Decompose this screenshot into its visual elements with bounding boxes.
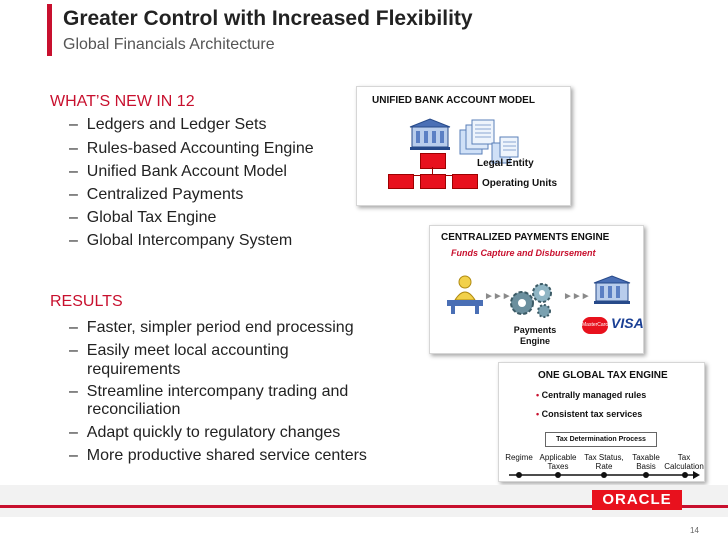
list-item: – Streamline intercompany trading and [69, 383, 349, 400]
tax-bullet: • Consistent tax services [536, 409, 643, 419]
list-item-continuation: reconciliation [87, 401, 181, 418]
list-item: – Faster, simpler period end processing [69, 319, 354, 336]
list-item: – Centralized Payments [69, 186, 244, 203]
slide-subtitle: Global Financials Architecture [63, 36, 275, 53]
results-heading: RESULTS [50, 293, 123, 310]
page-number: 14 [690, 526, 699, 535]
list-item: – Easily meet local accounting [69, 342, 289, 359]
tax-step-label: Taxable Basis [632, 453, 660, 471]
operating-unit-box [420, 174, 446, 189]
list-item: – Unified Bank Account Model [69, 163, 287, 180]
oracle-logo: ORACLE [592, 490, 682, 510]
tax-panel-title: ONE GLOBAL TAX ENGINE [538, 370, 668, 381]
payments-panel-subtitle: Funds Capture and Disbursement [451, 248, 596, 258]
flow-arrow-icon: ►►► [484, 291, 511, 302]
payments-engine-label: Payments Engine [513, 325, 557, 346]
tax-step-label: Tax Status, Rate [584, 453, 624, 471]
mastercard-logo: MasterCard [582, 317, 608, 334]
legal-entity-label: Legal Entity [477, 158, 534, 169]
list-item: – More productive shared service centers [69, 447, 367, 464]
tax-process-timeline [505, 470, 701, 480]
visa-logo: VISA [611, 315, 644, 331]
bank-panel-title: UNIFIED BANK ACCOUNT MODEL [372, 95, 535, 106]
title-accent-bar [47, 4, 52, 56]
operating-unit-box [452, 174, 478, 189]
list-item: – Global Tax Engine [69, 209, 217, 226]
operating-unit-box [388, 174, 414, 189]
payments-panel-title: CENTRALIZED PAYMENTS ENGINE [441, 232, 610, 243]
user-at-desk-icon [445, 274, 485, 316]
tax-bullet: • Centrally managed rules [536, 390, 647, 400]
legal-entity-box [420, 153, 446, 169]
bank-building-icon [592, 274, 632, 306]
tax-step-label: Tax Calculation [664, 453, 704, 471]
list-item: – Adapt quickly to regulatory changes [69, 424, 341, 441]
tax-step-label: Applicable Taxes [539, 453, 577, 471]
tax-step-label: Regime [505, 453, 533, 462]
gears-icon [508, 279, 556, 319]
bank-building-icon [408, 117, 452, 151]
list-item: – Rules-based Accounting Engine [69, 140, 314, 157]
flow-arrow-icon: ►►► [563, 291, 590, 302]
list-item: – Ledgers and Ledger Sets [69, 116, 267, 133]
whats-new-heading: WHAT’S NEW IN 12 [50, 93, 195, 110]
list-item-continuation: requirements [87, 361, 181, 378]
list-item: – Global Intercompany System [69, 232, 293, 249]
operating-units-label: Operating Units [482, 178, 558, 189]
slide-title: Greater Control with Increased Flexibility [63, 7, 473, 30]
tax-process-label: Tax Determination Process [545, 432, 657, 447]
